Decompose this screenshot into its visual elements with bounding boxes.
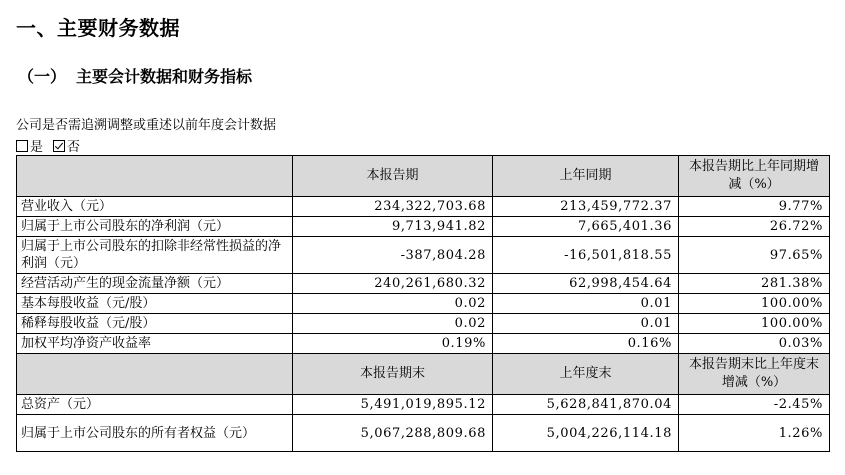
current-value: -387,804.28 — [293, 237, 493, 274]
prior-value: -16,501,818.55 — [493, 237, 679, 274]
table-row — [17, 217, 830, 237]
row-label: 基本每股收益（元/股） — [17, 294, 293, 314]
header-blank-cell — [17, 156, 293, 197]
financial-data-table — [16, 155, 830, 452]
row-label: 经营活动产生的现金流量净额（元） — [17, 274, 293, 294]
change-value: -2.45% — [679, 395, 830, 415]
checked-box-icon — [53, 140, 65, 152]
current-value: 0.02 — [293, 294, 493, 314]
table-row — [17, 237, 830, 274]
row-label: 归属于上市公司股东的净利润（元） — [17, 217, 293, 237]
header-blank-cell — [17, 354, 293, 395]
header-change-pct: 本报告期末比上年度末增减（%） — [679, 354, 830, 395]
current-value: 240,261,680.32 — [293, 274, 493, 294]
header-period-end: 本报告期末 — [293, 354, 493, 395]
restatement-question: 公司是否需追溯调整或重述以前年度会计数据 — [16, 118, 277, 133]
prior-value: 62,998,454.64 — [493, 274, 679, 294]
table2-header-row — [17, 354, 830, 395]
subsection-heading — [18, 64, 252, 87]
prior-value: 5,628,841,870.04 — [493, 395, 679, 415]
current-value: 234,322,703.68 — [293, 197, 493, 217]
change-value: 100.00% — [679, 294, 830, 314]
change-value: 9.77% — [679, 197, 830, 217]
change-value: 26.72% — [679, 217, 830, 237]
row-label: 加权平均净资产收益率 — [17, 334, 293, 354]
prior-value: 0.01 — [493, 314, 679, 334]
current-value: 9,713,941.82 — [293, 217, 493, 237]
current-value: 0.02 — [293, 314, 493, 334]
change-value: 1.26% — [679, 415, 830, 452]
header-prior-year-end: 上年度末 — [493, 354, 679, 395]
row-label: 营业收入（元） — [17, 197, 293, 217]
header-change-pct: 本报告期比上年同期增减（%） — [679, 156, 830, 197]
prior-value: 213,459,772.37 — [493, 197, 679, 217]
subsection-title: 主要会计数据和财务指标 — [76, 67, 253, 86]
table-row — [17, 274, 830, 294]
prior-value: 0.16% — [493, 334, 679, 354]
current-value: 0.19% — [293, 334, 493, 354]
prior-value: 5,004,226,114.18 — [493, 415, 679, 452]
option-no: 否 — [53, 140, 80, 155]
change-value: 97.65% — [679, 237, 830, 274]
row-label: 总资产（元） — [17, 395, 293, 415]
unchecked-box-icon — [16, 140, 28, 152]
table1-header-row — [17, 156, 830, 197]
table-row — [17, 314, 830, 334]
row-label: 稀释每股收益（元/股） — [17, 314, 293, 334]
current-value: 5,067,288,809.68 — [293, 415, 493, 452]
row-label: 归属于上市公司股东的扣除非经常性损益的净利润（元） — [17, 237, 293, 274]
header-prior-period: 上年同期 — [493, 156, 679, 197]
change-value: 281.38% — [679, 274, 830, 294]
table-row — [17, 197, 830, 217]
table-row — [17, 415, 830, 452]
current-value: 5,491,019,895.12 — [293, 395, 493, 415]
change-value: 0.03% — [679, 334, 830, 354]
table-row — [17, 395, 830, 415]
option-yes: 是 — [16, 140, 43, 155]
table-row — [17, 334, 830, 354]
prior-value: 0.01 — [493, 294, 679, 314]
change-value: 100.00% — [679, 314, 830, 334]
row-label: 归属于上市公司股东的所有者权益（元） — [17, 415, 293, 452]
section-title: 一、主要财务数据 — [16, 16, 180, 40]
subsection-number: （一） — [18, 67, 67, 86]
header-current-period: 本报告期 — [293, 156, 493, 197]
table-row — [17, 294, 830, 314]
prior-value: 7,665,401.36 — [493, 217, 679, 237]
restatement-choice — [16, 136, 90, 155]
